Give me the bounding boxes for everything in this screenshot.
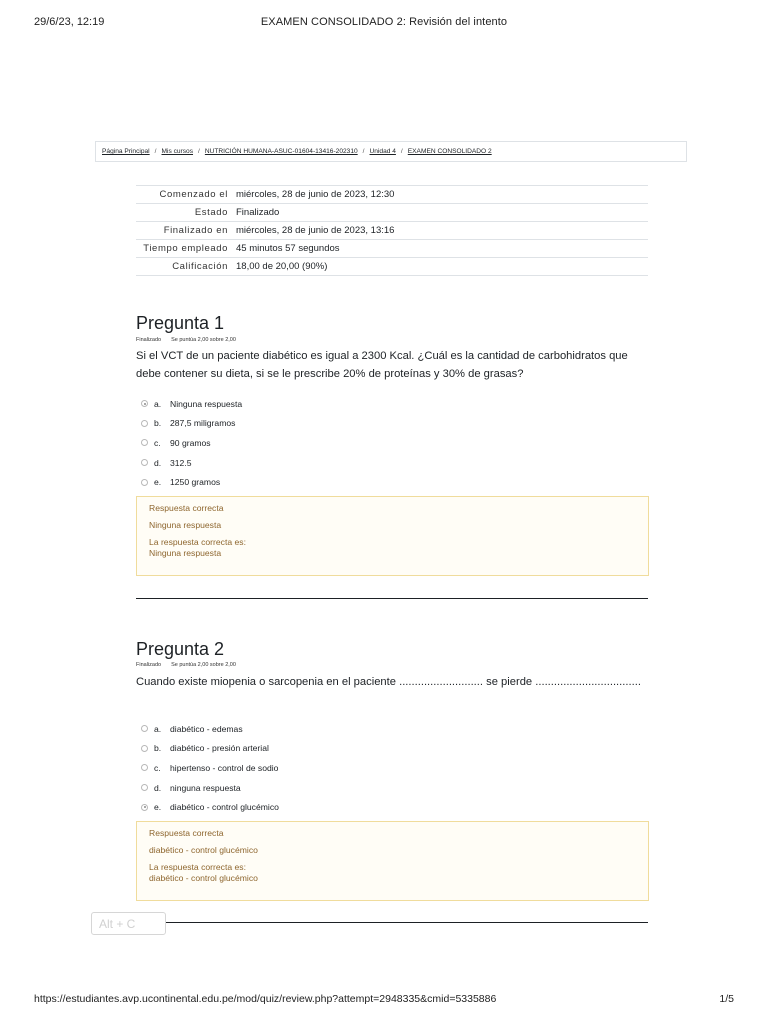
print-datetime: 29/6/23, 12:19 — [34, 16, 105, 28]
question-title: Pregunta 1 — [136, 313, 225, 333]
answer-list — [141, 719, 641, 817]
answer-list — [141, 394, 641, 492]
answer-letter: a. — [154, 398, 162, 409]
feedback-heading: Respuesta correcta — [149, 828, 224, 838]
answer-option[interactable] — [141, 739, 641, 759]
answer-letter: e. — [154, 477, 162, 488]
radio-icon — [141, 439, 148, 446]
answer-label: hipertenso - control de sodio — [170, 762, 279, 773]
answer-option[interactable] — [141, 453, 641, 473]
summary-value-time-taken: 45 minutos 57 segundos — [232, 240, 648, 258]
print-page-number: 1/5 — [719, 993, 734, 1005]
answer-letter: c. — [154, 762, 161, 773]
answer-label: ninguna respuesta — [170, 782, 241, 793]
radio-selected-icon — [141, 400, 148, 407]
breadcrumb-exam-link[interactable]: EXAMEN CONSOLIDADO 2 — [407, 148, 492, 155]
question-meta — [136, 662, 246, 668]
answer-label: diabético - presión arterial — [170, 743, 269, 754]
feedback-heading: Respuesta correcta — [149, 503, 224, 513]
answer-option[interactable] — [141, 778, 641, 798]
breadcrumb-course-link[interactable]: NUTRICIÓN HUMANA-ASUC-01604-13416-202310 — [204, 148, 358, 155]
breadcrumb-separator: / — [154, 148, 157, 155]
correct-answer-label: La respuesta correcta es: — [149, 862, 246, 872]
answer-option[interactable] — [141, 719, 641, 739]
question-text: Cuando existe miopenia o sarcopenia en el paciente ........................... se pierde .................................. — [136, 676, 641, 688]
answer-label: 90 gramos — [170, 437, 211, 448]
radio-icon — [141, 745, 148, 752]
correct-answer-value: diabético - control glucémico — [149, 873, 258, 883]
feedback-box — [136, 496, 649, 576]
breadcrumb-my-courses-link[interactable]: Mis cursos — [161, 148, 194, 155]
radio-icon — [141, 459, 148, 466]
summary-label-state: Estado — [136, 204, 232, 222]
breadcrumb-separator: / — [400, 148, 403, 155]
summary-row — [136, 258, 648, 276]
breadcrumb-unit-link[interactable]: Unidad 4 — [369, 148, 396, 155]
summary-row — [136, 222, 648, 240]
answer-letter: d. — [154, 457, 162, 468]
answer-option[interactable] — [141, 758, 641, 778]
answer-letter: b. — [154, 418, 162, 429]
answer-label: Ninguna respuesta — [170, 398, 243, 409]
answer-option[interactable] — [141, 394, 641, 414]
question-divider — [136, 922, 648, 923]
question-score: Se puntúa 2,00 sobre 2,00 — [171, 662, 236, 668]
shortcut-hint-button[interactable]: Alt + C — [91, 912, 166, 935]
answer-letter: c. — [154, 437, 161, 448]
radio-selected-icon — [141, 804, 148, 811]
correct-answer-value: Ninguna respuesta — [149, 548, 222, 558]
question-title: Pregunta 2 — [136, 639, 225, 659]
answer-option[interactable] — [141, 433, 641, 453]
print-page-title: EXAMEN CONSOLIDADO 2: Revisión del intento — [260, 16, 508, 28]
correct-answer-label: La respuesta correcta es: — [149, 537, 246, 547]
summary-row — [136, 186, 648, 204]
feedback-answer: diabético - control glucémico — [149, 845, 258, 855]
question-text: Si el VCT de un paciente diabético es igual a 2300 Kcal. ¿Cuál es la cantidad de carbohidratos que debe contener su dieta, si se le prescribe 20% de proteínas y 30% de grasas? — [136, 350, 628, 380]
question-state: Finalizado — [136, 662, 162, 668]
breadcrumb-home-link[interactable]: Página Principal — [102, 148, 150, 155]
answer-letter: b. — [154, 743, 162, 754]
question-divider — [136, 598, 648, 599]
summary-label-grade: Calificación — [136, 258, 232, 276]
answer-letter: d. — [154, 782, 162, 793]
summary-value-finished: miércoles, 28 de junio de 2023, 13:16 — [232, 222, 648, 240]
answer-label: 312.5 — [170, 457, 192, 468]
attempt-summary-table — [136, 185, 648, 276]
answer-label: diabético - edemas — [170, 723, 243, 734]
summary-row — [136, 204, 648, 222]
summary-label-started: Comenzado el — [136, 186, 232, 204]
summary-row — [136, 240, 648, 258]
summary-label-finished: Finalizado en — [136, 222, 232, 240]
breadcrumb-separator: / — [362, 148, 365, 155]
answer-letter: a. — [154, 723, 162, 734]
answer-option[interactable] — [141, 414, 641, 434]
radio-icon — [141, 420, 148, 427]
answer-option[interactable] — [141, 797, 641, 817]
answer-label: 287,5 miligramos — [170, 418, 236, 429]
answer-option[interactable] — [141, 472, 641, 492]
feedback-answer: Ninguna respuesta — [149, 520, 222, 530]
summary-value-grade: 18,00 de 20,00 (90%) — [232, 258, 648, 276]
radio-icon — [141, 764, 148, 771]
feedback-box — [136, 821, 649, 901]
answer-label: diabético - control glucémico — [170, 802, 279, 813]
radio-icon — [141, 784, 148, 791]
summary-value-started: miércoles, 28 de junio de 2023, 12:30 — [232, 186, 648, 204]
answer-letter: e. — [154, 802, 162, 813]
breadcrumb-separator: / — [198, 148, 200, 155]
question-state: Finalizado — [136, 337, 162, 343]
answer-label: 1250 gramos — [170, 477, 221, 488]
question-score: Se puntúa 2,00 sobre 2,00 — [171, 337, 236, 343]
summary-label-time-taken: Tiempo empleado — [136, 240, 232, 258]
print-url: https://estudiantes.avp.ucontinental.edu.pe/mod/quiz/review.php?attempt=2948335&cmid=5335886 — [34, 993, 497, 1005]
breadcrumb — [95, 141, 687, 162]
radio-icon — [141, 725, 148, 732]
question-meta — [136, 337, 246, 343]
summary-value-state: Finalizado — [232, 204, 648, 222]
radio-icon — [141, 479, 148, 486]
